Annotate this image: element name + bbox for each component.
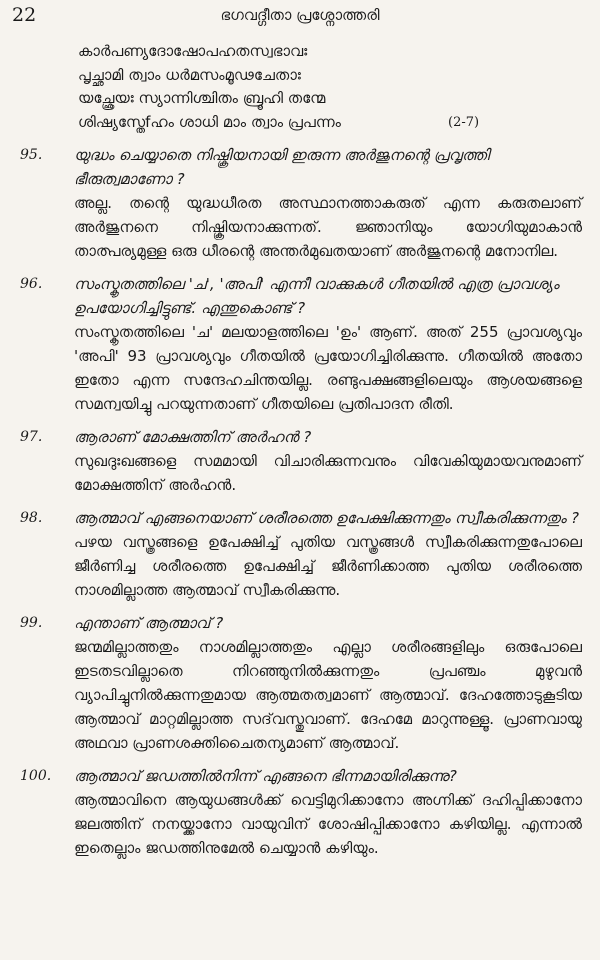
- answer-text: പഴയ വസ്ത്രങ്ങളെ ഉപേക്ഷിച്ച് പുതിയ വസ്ത്രങ്ങൾ സ്വീകരിക്കുന്നതുപോലെ ജീർണിച്ച ശരീരത്തെ ഉപേക്ഷിച്ച് ജീർണിക്കാത്ത പുതിയ ശരീരത്തെ നാശമില്ലാത്ത ആത്മാവ് സ്വീകരിക്കുന്നു.: [74, 533, 582, 599]
- answer-text: അല്ല. തന്റെ യുദ്ധധീരത അസ്ഥാനത്താകരുത് എന്ന കരുതലാണ് അർജുനനെ നിഷ്ക്രിയനാക്കുന്നത്. ജ്ഞാനിയും യോഗിയുമാകാൻ താത്പര്യമുള്ള ഒരു ധീരന്റെ അന്തർമുഖതയാണ് അർജുനന്റെ മനോനില.: [74, 194, 582, 260]
- answer-text: സംസ്കൃതത്തിലെ 'ച' മലയാളത്തിലെ 'ഉം' ആണ്. അത് 255 പ്രാവശ്യവും 'അപി' 93 പ്രാവശ്യവും ഗീതയിൽ പ്രയോഗിച്ചിരിക്കുന്നു. ഗീതയിൽ അതോ ഇതോ എന്ന സന്ദേഹചിന്തയില്ല. രണ്ടുപക്ഷങ്ങളിലെയും ആശയങ്ങളെ സമന്വയിച്ചു പറയുന്നതാണ് ഗീതയിലെ പ്രതിപാദന രീതി.: [74, 323, 582, 413]
- sanskrit-verse: [78, 40, 582, 134]
- running-title: ഭഗവദ്ഗീതാ പ്രശ്നോത്തരി: [220, 6, 380, 24]
- question: [20, 425, 582, 449]
- answer-text: ആത്മാവിനെ ആയുധങ്ങൾക്ക് വെട്ടിമുറിക്കാനോ അഗ്നിക്ക് ദഹിപ്പിക്കാനോ ജലത്തിന് നനയ്ക്കാനോ വായുവിന് ശോഷിപ്പിക്കാനോ കഴിയില്ല. എന്നാൽ ഇതെല്ലാം ജഡത്തിനുമേൽ ചെയ്യാൻ കഴിയും.: [74, 791, 582, 857]
- qa-item-99: [20, 611, 582, 755]
- page-number: 22: [12, 4, 37, 26]
- qa-item-97: [20, 425, 582, 497]
- question-number: 95.: [20, 147, 43, 163]
- qa-item-96: [20, 272, 582, 416]
- question-text: സംസ്കൃതത്തിലെ 'ച', 'അപി' എന്നീ വാക്കുകൾ ഗീതയിൽ എത്ര പ്രാവശ്യം ഉപയോഗിച്ചിട്ടുണ്ട്. എന്തുകൊണ്ട് ?: [74, 275, 559, 317]
- question: [20, 143, 582, 191]
- qa-item-100: [20, 764, 582, 860]
- verse-line: ശിഷ്യസ്തേfഹം ശാധി മാം ത്വാം പ്രപന്നം (2-7): [78, 111, 582, 135]
- question-text: യുദ്ധം ചെയ്യാതെ നിഷ്ക്രിയനായി ഇരുന്ന അർജുനന്റെ പ്രവൃത്തി ഭീരുത്വമാണോ ?: [74, 146, 490, 188]
- question-number: 98.: [20, 510, 43, 526]
- question: [20, 272, 582, 320]
- page-content: [20, 40, 582, 860]
- question: [20, 611, 582, 635]
- answer-text: ജന്മമില്ലാത്തതും നാശമില്ലാത്തതും എല്ലാ ശരീരങ്ങളിലും ഒരുപോലെ ഇടതടവില്ലാതെ നിറഞ്ഞുനിൽക്കുന്നതും പ്രപഞ്ചം മുഴുവൻ വ്യാപിച്ചുനിൽക്കുന്നതുമായ ആത്മതത്വമാണ് ആത്മാവ്. ദേഹത്തോടുകൂടിയ ആത്മാവ് മാറ്റമില്ലാത്ത സദ്‌വസ്തുവാണ്. ദേഹമേ മാറുന്നുള്ളൂ. പ്രാണവായു അഥവാ പ്രാണശക്തിചൈതന്യമാണ് ആത്മാവ്.: [74, 638, 582, 752]
- verse-line: യച്ഛ്രേയഃ സ്യാന്നിശ്ചിതം ബ്രൂഹി തന്മേ: [78, 89, 326, 107]
- qa-item-98: [20, 506, 582, 602]
- answer-text: സുഖദുഃഖങ്ങളെ സമമായി വിചാരിക്കുന്നവനും വിവേകിയുമായവനുമാണ് മോക്ഷത്തിന് അർഹൻ.: [74, 452, 582, 494]
- question-text: ആത്മാവ് ജഡത്തിൽനിന്ന് എങ്ങനെ ഭിന്നമായിരിക്കുന്നു?: [74, 767, 457, 785]
- question-text: ആരാണ് മോക്ഷത്തിന് അർഹൻ ?: [74, 428, 312, 446]
- question-number: 99.: [20, 615, 43, 631]
- question: [20, 506, 582, 530]
- question-number: 100.: [20, 768, 52, 784]
- question-text: ആത്മാവ് എങ്ങനെയാണ് ശരീരത്തെ ഉപേക്ഷിക്കുന്നതും സ്വീകരിക്കുന്നതും ?: [74, 509, 579, 527]
- question-number: 97.: [20, 429, 43, 445]
- question: [20, 764, 582, 788]
- verse-line: പൃച്ഛാമി ത്വാം ധർമസംമൂഢചേതാഃ: [78, 65, 301, 84]
- question-number: 96.: [20, 276, 43, 292]
- qa-item-95: [20, 143, 582, 263]
- verse-reference: (2-7): [448, 114, 480, 130]
- question-text: എന്താണ് ആത്മാവ് ?: [74, 614, 224, 632]
- verse-line: കാർപണ്യദോഷോപഹതസ്വഭാവഃ: [78, 42, 308, 60]
